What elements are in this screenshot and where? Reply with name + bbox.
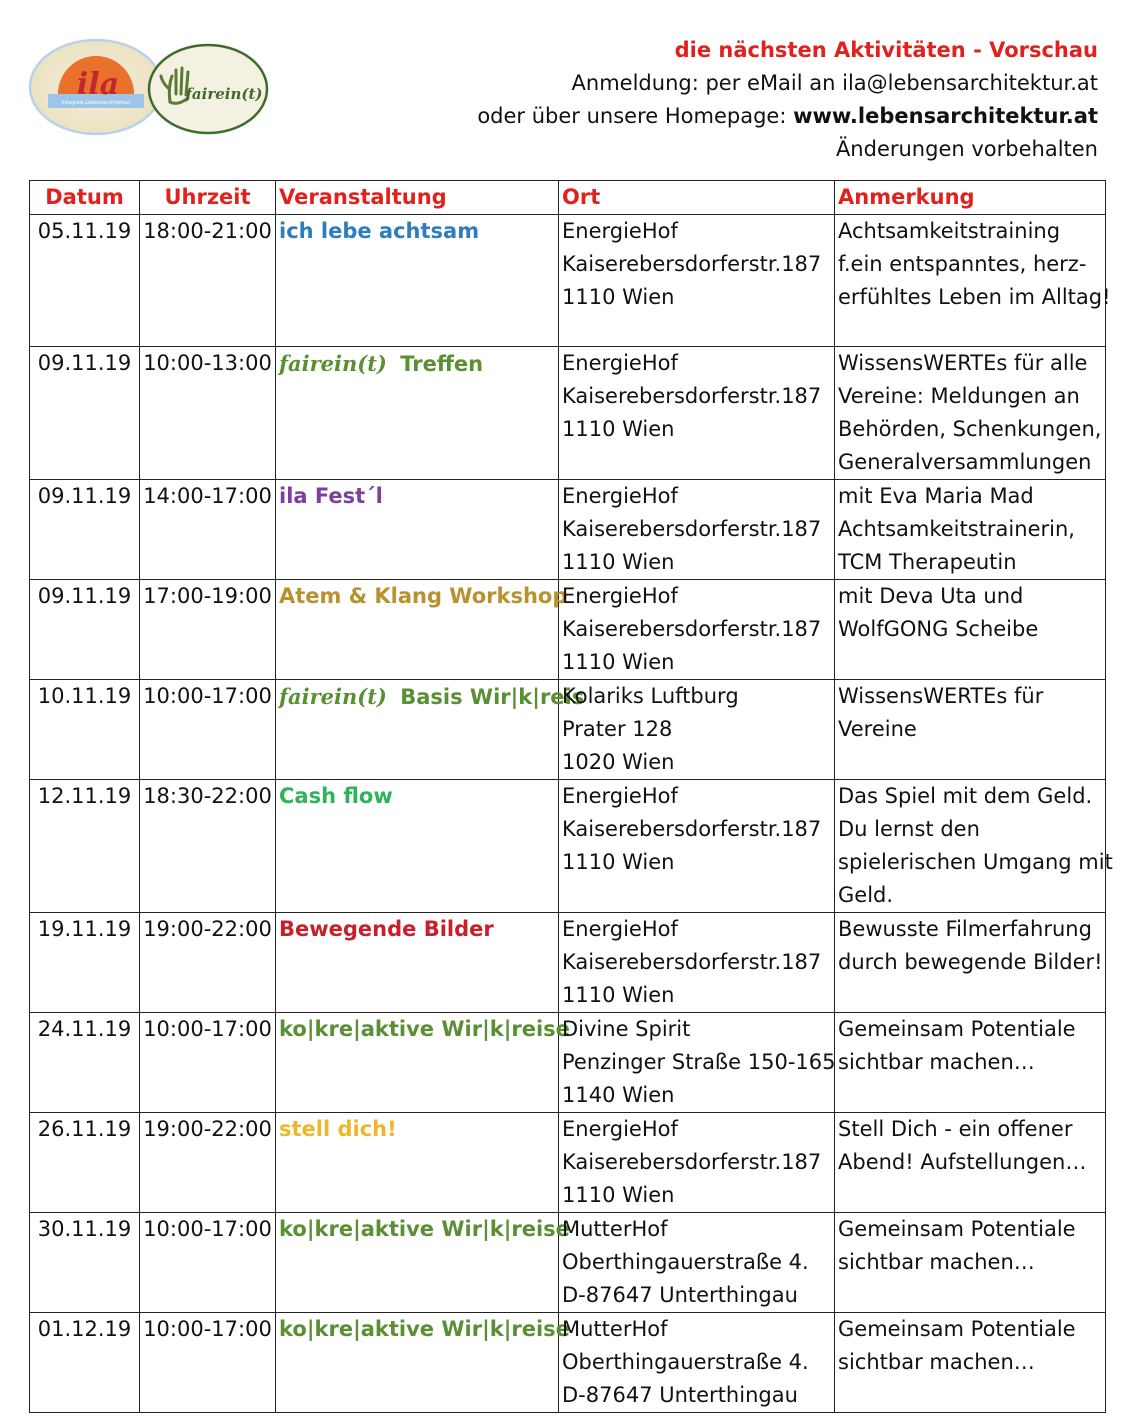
- place-line: MutterHof: [562, 1317, 668, 1341]
- event-cell: [276, 1313, 570, 1413]
- place-cell: [559, 1113, 835, 1213]
- note-line: Das Spiel mit dem Geld.: [838, 784, 1093, 808]
- date-cell: 09.11.19: [30, 347, 140, 480]
- place-line: Kaiserebersdorferstr.187: [562, 517, 822, 541]
- table-row: [30, 913, 1106, 1013]
- header: [477, 34, 1098, 166]
- table-row: [30, 347, 1106, 480]
- time-cell: 18:30-22:00: [140, 780, 276, 913]
- time-cell: 14:00-17:00: [140, 480, 276, 580]
- event-cell: [276, 215, 559, 347]
- place-line: D-87647 Unterthingau: [562, 1383, 798, 1407]
- place-cell: [559, 480, 835, 580]
- date-cell: 10.11.19: [30, 680, 140, 780]
- note-cell: [835, 347, 1106, 480]
- place-line: Oberthingauerstraße 4.: [562, 1350, 809, 1374]
- table-header-row: [30, 181, 1106, 215]
- table-row: [30, 1113, 1106, 1213]
- ila-logo-subtitle: Integrale Lebensarchitektur: [61, 100, 131, 106]
- place-line: Kaiserebersdorferstr.187: [562, 817, 822, 841]
- col-header-event: Veranstaltung: [276, 181, 559, 215]
- note-line: Bewusste Filmerfahrung: [838, 917, 1092, 941]
- logos: [28, 38, 278, 138]
- table-row: [30, 215, 1106, 347]
- note-line: erfühltes Leben im Alltag!: [838, 285, 1111, 309]
- note-cell: [835, 1013, 1106, 1113]
- place-line: Divine Spirit: [562, 1017, 691, 1041]
- place-cell: [559, 913, 835, 1013]
- place-line: 1110 Wien: [562, 550, 675, 574]
- place-line: Kaiserebersdorferstr.187: [562, 950, 822, 974]
- event-title: ich lebe achtsam: [279, 219, 480, 243]
- note-line: Stell Dich - ein offener: [838, 1117, 1073, 1141]
- place-line: 1020 Wien: [562, 750, 675, 774]
- event-cell: [276, 1213, 570, 1313]
- place-line: EnergieHof: [562, 784, 678, 808]
- note-line: sichtbar machen…: [838, 1350, 1035, 1374]
- time-cell: 10:00-17:00: [140, 680, 276, 780]
- event-prefix: fairein(t): [279, 684, 387, 709]
- event-cell: [276, 347, 559, 480]
- event-title: Cash flow: [279, 784, 393, 808]
- place-line: 1110 Wien: [562, 1183, 675, 1207]
- note-line: sichtbar machen…: [838, 1250, 1035, 1274]
- schedule-table: [29, 180, 1113, 1413]
- table-row: [30, 1013, 1106, 1113]
- table-row: [30, 580, 1106, 680]
- place-line: Kaiserebersdorferstr.187: [562, 252, 822, 276]
- event-title: ko|kre|aktive Wir|k|reise: [279, 1217, 570, 1241]
- col-header-date: Datum: [30, 181, 140, 215]
- note-cell: [835, 780, 1113, 913]
- time-cell: 10:00-17:00: [140, 1313, 276, 1413]
- time-cell: 10:00-13:00: [140, 347, 276, 480]
- event-cell: [276, 580, 568, 680]
- place-line: Kaiserebersdorferstr.187: [562, 1150, 822, 1174]
- changes-note: Änderungen vorbehalten: [835, 137, 1098, 161]
- place-line: Kolariks Luftburg: [562, 684, 739, 708]
- note-line: sichtbar machen…: [838, 1050, 1035, 1074]
- note-cell: [835, 1313, 1106, 1413]
- table-row: [30, 780, 1106, 913]
- time-cell: 19:00-22:00: [140, 913, 276, 1013]
- place-line: 1110 Wien: [562, 983, 675, 1007]
- event-cell: [276, 680, 585, 780]
- note-line: Behörden, Schenkungen,: [838, 417, 1102, 441]
- table-body: [30, 215, 1113, 1413]
- place-line: EnergieHof: [562, 1117, 678, 1141]
- fairein-logo-text: fairein(t): [185, 85, 263, 103]
- table-row: [30, 480, 1106, 580]
- col-header-time: Uhrzeit: [140, 181, 276, 215]
- note-cell: [835, 913, 1106, 1013]
- place-line: EnergieHof: [562, 484, 678, 508]
- note-line: Gemeinsam Potentiale: [838, 1317, 1076, 1341]
- note-line: Achtsamkeitstraining: [838, 219, 1061, 243]
- place-line: EnergieHof: [562, 219, 678, 243]
- place-cell: [559, 347, 835, 480]
- table-row: [30, 1313, 1106, 1413]
- note-line: Gemeinsam Potentiale: [838, 1217, 1076, 1241]
- place-line: 1110 Wien: [562, 650, 675, 674]
- note-cell: [835, 480, 1106, 580]
- note-line: WolfGONG Scheibe: [838, 617, 1039, 641]
- note-line: Abend! Aufstellungen…: [838, 1150, 1087, 1174]
- note-line: Achtsamkeitstrainerin,: [838, 517, 1075, 541]
- place-cell: [559, 1213, 835, 1313]
- note-cell: [835, 1113, 1106, 1213]
- note-cell: [835, 1213, 1106, 1313]
- note-line: Du lernst den: [838, 817, 980, 841]
- place-line: EnergieHof: [562, 351, 678, 375]
- place-line: Oberthingauerstraße 4.: [562, 1250, 809, 1274]
- note-line: spielerischen Umgang mit: [838, 850, 1113, 874]
- note-cell: [835, 580, 1106, 680]
- time-cell: 10:00-17:00: [140, 1213, 276, 1313]
- place-line: Kaiserebersdorferstr.187: [562, 617, 822, 641]
- event-title: Basis Wir|k|reis: [400, 685, 585, 709]
- date-cell: 26.11.19: [30, 1113, 140, 1213]
- event-cell: [276, 1113, 559, 1213]
- homepage-prefix: oder über unsere Homepage:: [477, 104, 794, 128]
- place-line: Kaiserebersdorferstr.187: [562, 384, 822, 408]
- time-cell: 10:00-17:00: [140, 1013, 276, 1113]
- place-line: D-87647 Unterthingau: [562, 1283, 798, 1307]
- date-cell: 09.11.19: [30, 480, 140, 580]
- place-line: 1110 Wien: [562, 417, 675, 441]
- page-title: die nächsten Aktivitäten - Vorschau: [674, 38, 1098, 62]
- homepage-line: [477, 100, 1098, 133]
- place-line: 1110 Wien: [562, 285, 675, 309]
- place-cell: [559, 580, 835, 680]
- table-row: [30, 680, 1106, 780]
- event-title: ila Fest´l: [279, 484, 383, 508]
- note-line: Vereine: Meldungen an: [838, 384, 1080, 408]
- place-line: 1140 Wien: [562, 1083, 675, 1107]
- note-line: durch bewegende Bilder!: [838, 950, 1103, 974]
- time-cell: 17:00-19:00: [140, 580, 276, 680]
- note-line: Geld.: [838, 883, 894, 907]
- registration-line: Anmeldung: per eMail an ila@lebensarchitektur.at: [571, 71, 1098, 95]
- date-cell: 19.11.19: [30, 913, 140, 1013]
- event-title: Atem & Klang Workshop: [279, 584, 568, 608]
- note-cell: [835, 215, 1111, 347]
- date-cell: 01.12.19: [30, 1313, 140, 1413]
- note-line: Vereine: [838, 717, 917, 741]
- date-cell: 30.11.19: [30, 1213, 140, 1313]
- event-cell: [276, 780, 559, 913]
- note-line: WissensWERTEs für alle: [838, 351, 1088, 375]
- place-cell: [559, 780, 835, 913]
- place-line: EnergieHof: [562, 917, 678, 941]
- col-header-place: Ort: [559, 181, 835, 215]
- note-line: TCM Therapeutin: [838, 550, 1017, 574]
- place-line: 1110 Wien: [562, 850, 675, 874]
- place-cell: [559, 1013, 835, 1113]
- event-title: ko|kre|aktive Wir|k|reise: [279, 1017, 570, 1041]
- place-line: Prater 128: [562, 717, 673, 741]
- place-cell: [559, 680, 835, 780]
- note-line: f.ein entspanntes, herz-: [838, 252, 1087, 276]
- event-title: ko|kre|aktive Wir|k|reise: [279, 1317, 570, 1341]
- event-cell: [276, 913, 559, 1013]
- date-cell: 09.11.19: [30, 580, 140, 680]
- event-title: Treffen: [400, 352, 484, 376]
- event-prefix: fairein(t): [279, 351, 387, 376]
- date-cell: 24.11.19: [30, 1013, 140, 1113]
- event-title: stell dich!: [279, 1117, 397, 1141]
- ila-logo-text: ila: [76, 67, 120, 102]
- note-line: WissensWERTEs für: [838, 684, 1044, 708]
- date-cell: 05.11.19: [30, 215, 140, 347]
- event-title: Bewegende Bilder: [279, 917, 494, 941]
- event-cell: [276, 1013, 570, 1113]
- note-line: Generalversammlungen: [838, 450, 1092, 474]
- table-row: [30, 1213, 1106, 1313]
- time-cell: 18:00-21:00: [140, 215, 276, 347]
- homepage-link[interactable]: www.lebensarchitektur.at: [793, 104, 1098, 128]
- note-line: mit Eva Maria Mad: [838, 484, 1034, 508]
- col-header-note: Anmerkung: [835, 181, 1106, 215]
- note-line: Gemeinsam Potentiale: [838, 1017, 1076, 1041]
- place-line: Penzinger Straße 150-165: [562, 1050, 836, 1074]
- place-cell: [559, 215, 835, 347]
- date-cell: 12.11.19: [30, 780, 140, 913]
- place-line: MutterHof: [562, 1217, 668, 1241]
- time-cell: 19:00-22:00: [140, 1113, 276, 1213]
- place-line: EnergieHof: [562, 584, 678, 608]
- fairein-logo: [146, 42, 270, 136]
- note-line: mit Deva Uta und: [838, 584, 1024, 608]
- place-cell: [559, 1313, 835, 1413]
- note-cell: [835, 680, 1106, 780]
- event-cell: [276, 480, 559, 580]
